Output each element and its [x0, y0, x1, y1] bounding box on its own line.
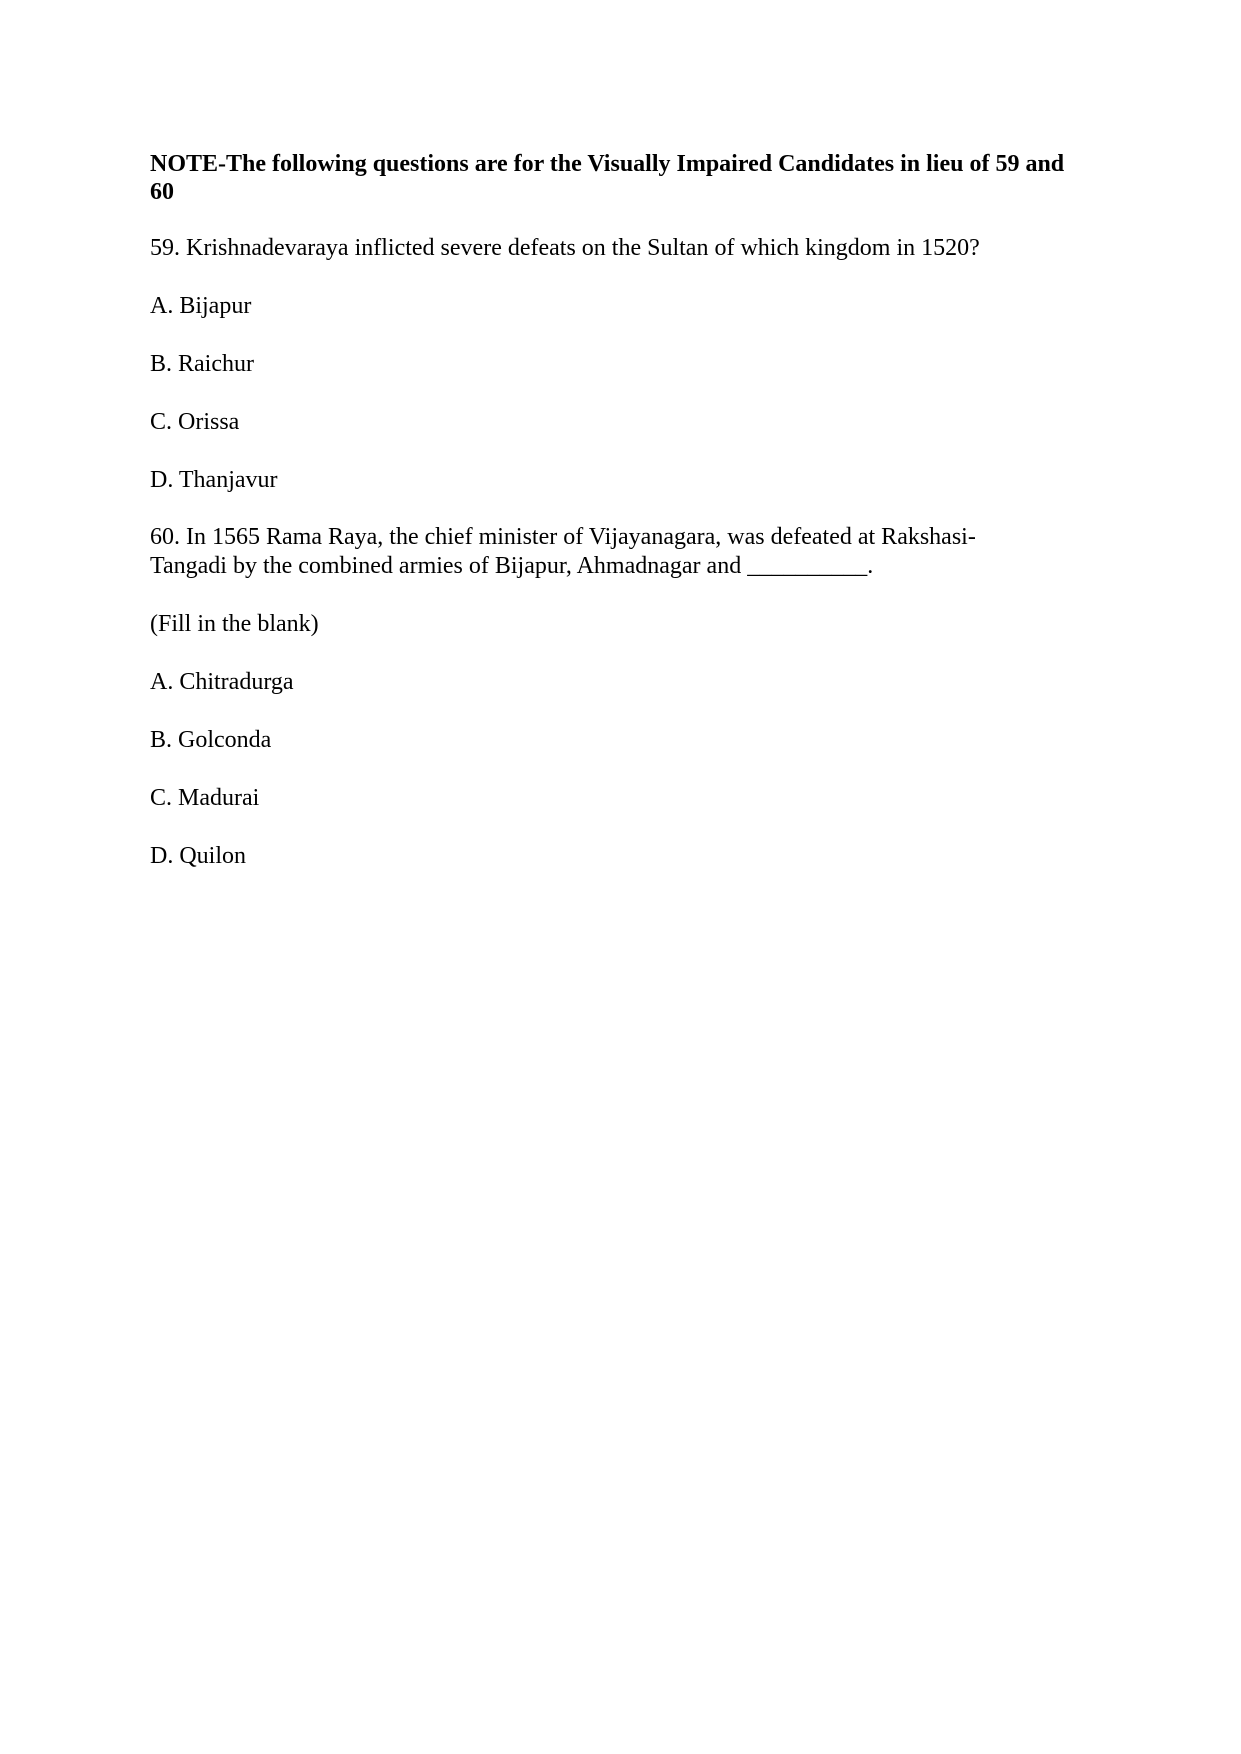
question-page	[150, 150, 1070, 871]
question-60-line-2: Tangadi by the combined armies of Bijapur, Ahmadnagar and __________.	[150, 553, 874, 579]
question-60-hint: (Fill in the blank)	[150, 611, 319, 637]
question-60-option-b: B. Golconda	[150, 727, 272, 753]
question-59-text: 59. Krishnadevaraya inflicted severe defeats on the Sultan of which kingdom in 1520?	[150, 235, 980, 261]
question-60-option-a: A. Chitradurga	[150, 669, 294, 695]
question-59-option-b: B. Raichur	[150, 351, 254, 377]
question-60-option-c: C. Madurai	[150, 785, 260, 811]
question-60-text	[150, 523, 1070, 581]
question-60-option-d: D. Quilon	[150, 843, 246, 869]
visually-impaired-note: NOTE-The following questions are for the Visually Impaired Candidates in lieu of 59 and 60	[150, 151, 1065, 205]
question-60-line-1: 60. In 1565 Rama Raya, the chief minister of Vijayanagara, was defeated at Rakshasi-	[150, 524, 976, 550]
question-59-option-c: C. Orissa	[150, 409, 240, 435]
question-59-option-d: D. Thanjavur	[150, 467, 278, 493]
question-59-option-a: A. Bijapur	[150, 293, 252, 319]
